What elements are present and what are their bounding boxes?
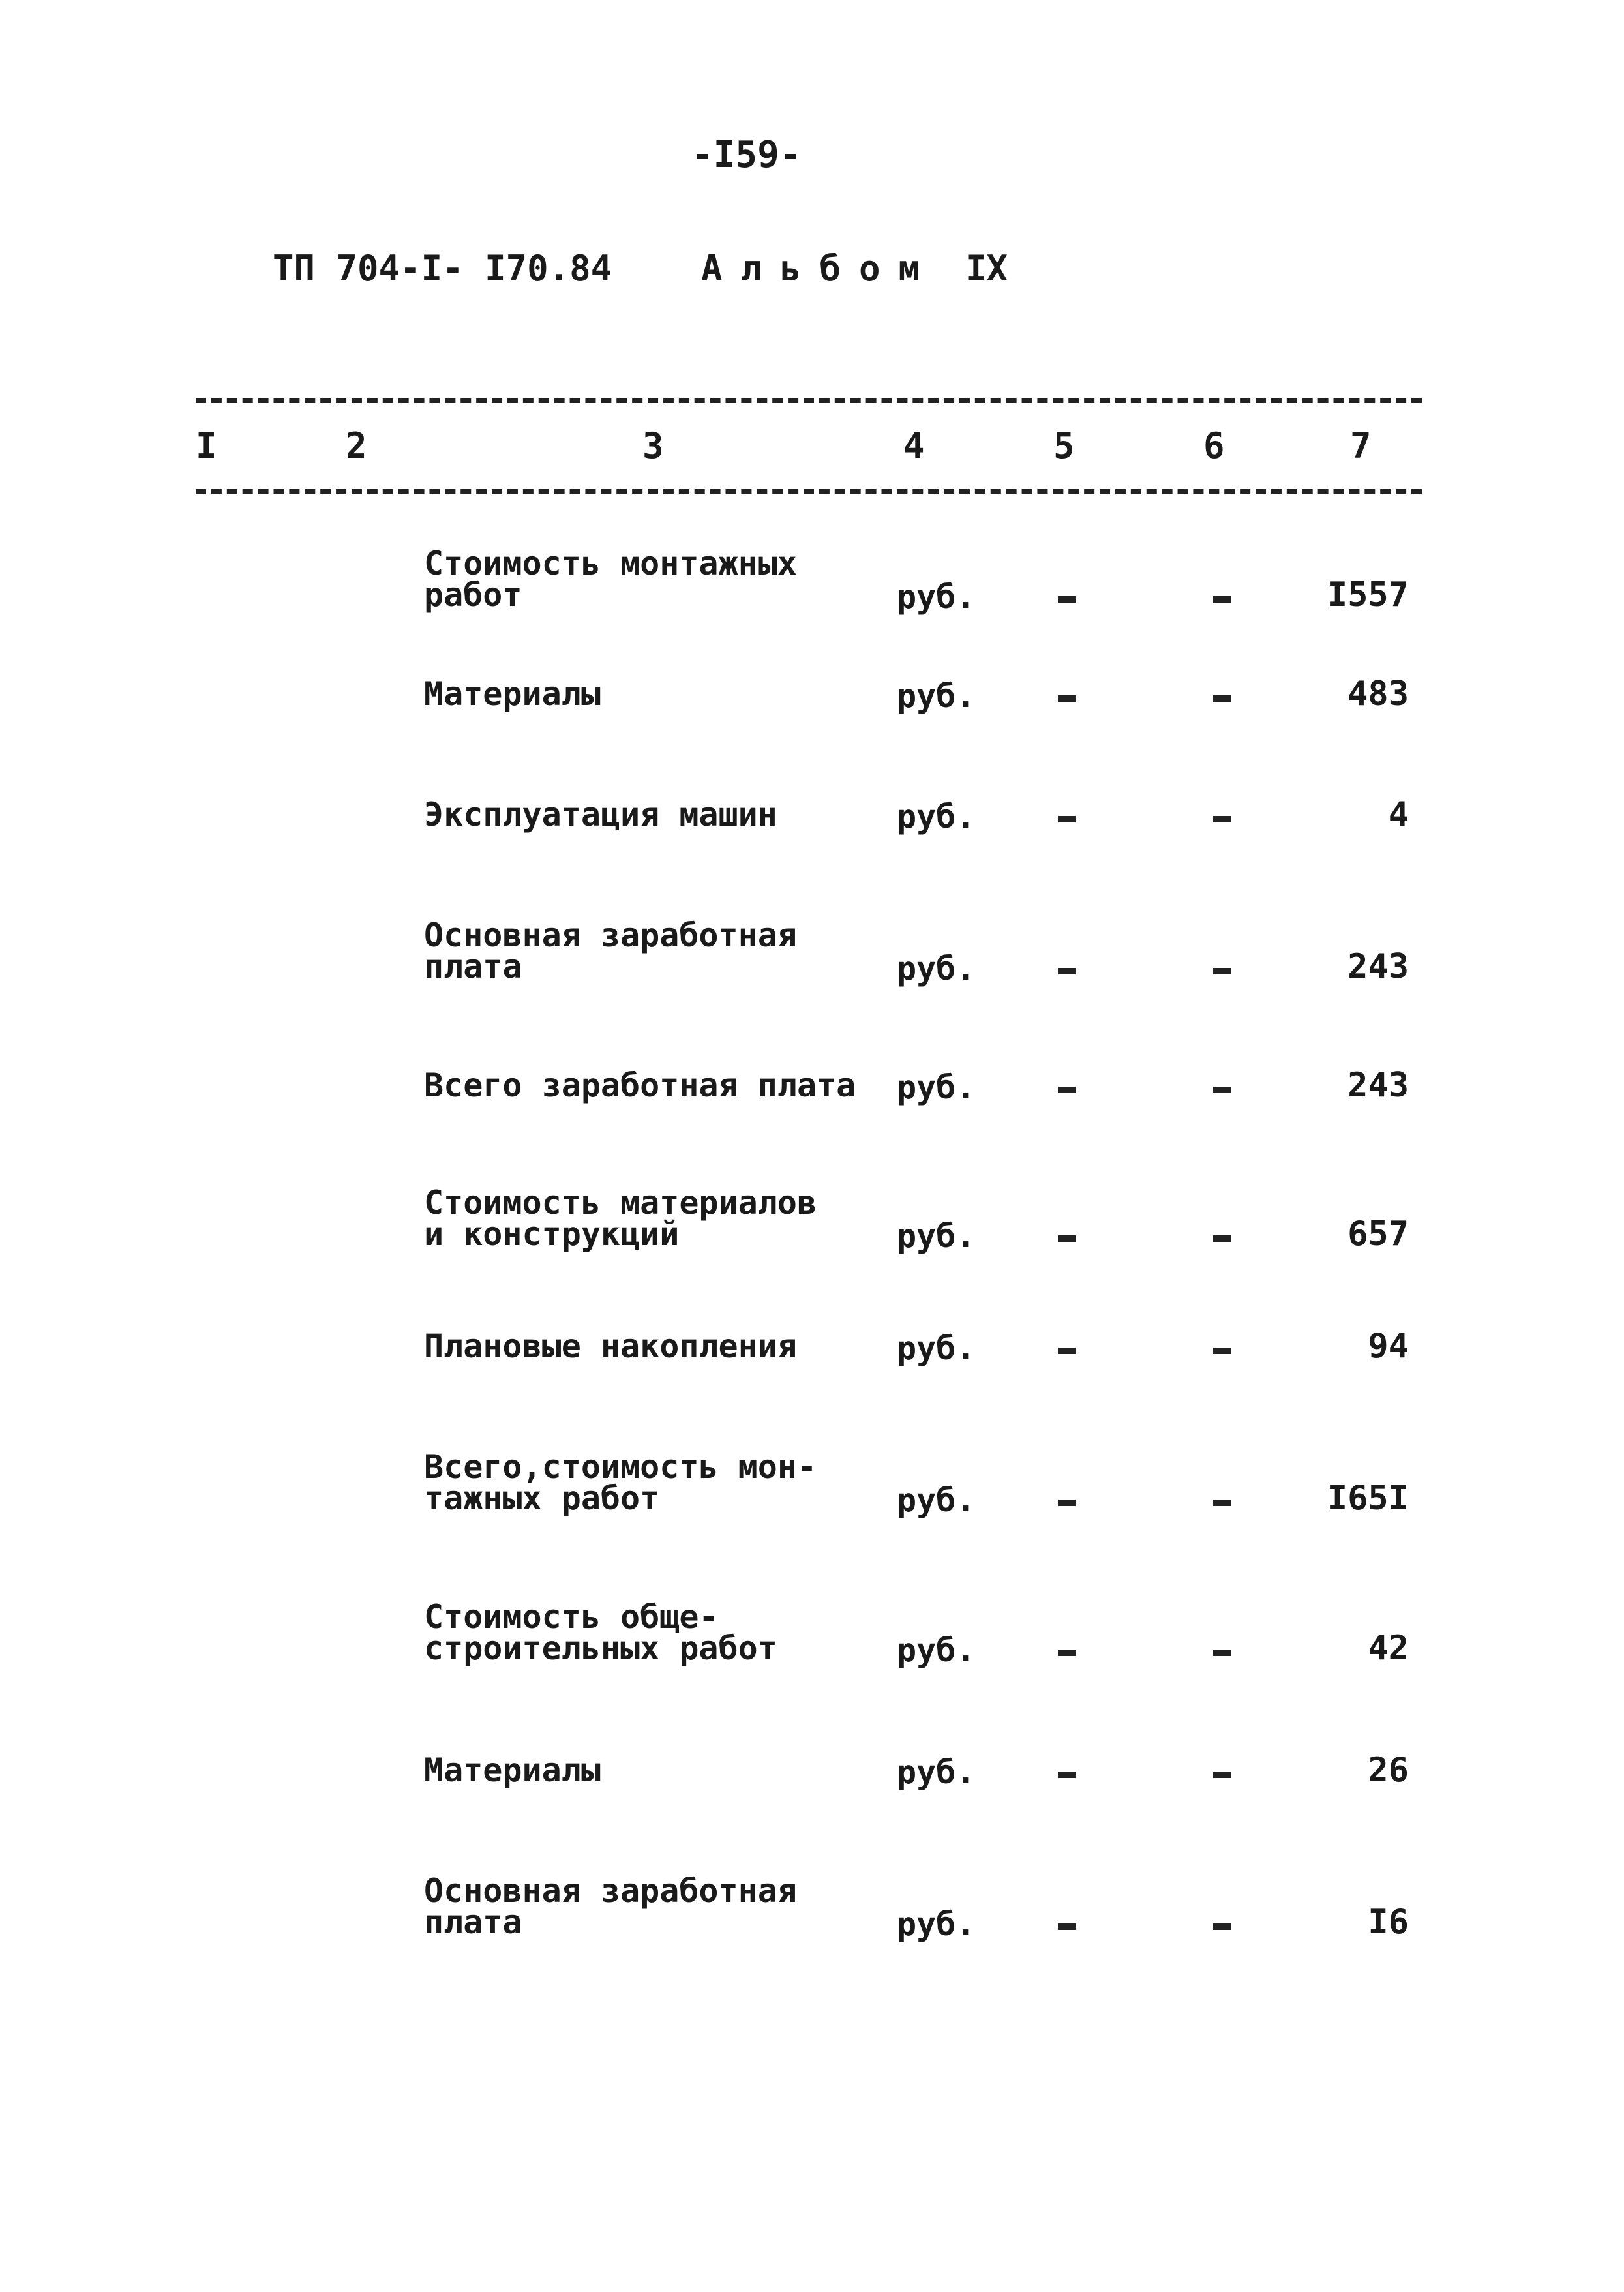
row-name: Всего заработная плата xyxy=(424,1066,856,1104)
row-value: I65I xyxy=(1327,1479,1409,1518)
row-col6-dash xyxy=(1213,695,1231,702)
row-unit: руб. xyxy=(897,1753,976,1791)
row-col5-dash xyxy=(1058,695,1076,702)
page-number: -I59- xyxy=(691,134,802,176)
row-col6-dash xyxy=(1213,1650,1231,1656)
row-value: 42 xyxy=(1368,1629,1409,1668)
row-name: Эксплуатация машин xyxy=(424,796,777,834)
row-col5-dash xyxy=(1058,1650,1076,1656)
row-value: 657 xyxy=(1347,1214,1409,1254)
album-number: IX xyxy=(965,248,1008,289)
table-header-rule xyxy=(196,489,1422,494)
row-col5-dash xyxy=(1058,816,1076,822)
row-col5-dash xyxy=(1058,1923,1076,1930)
row-value: 4 xyxy=(1388,795,1409,834)
row-unit: руб. xyxy=(897,1905,976,1943)
row-col6-dash xyxy=(1213,968,1231,974)
row-unit: руб. xyxy=(897,950,976,988)
column-header-5: 5 xyxy=(1053,425,1075,466)
row-unit: руб. xyxy=(897,1481,976,1519)
row-col5-dash xyxy=(1058,1235,1076,1242)
row-unit: руб. xyxy=(897,1329,976,1367)
column-header-7: 7 xyxy=(1350,425,1372,466)
document-code: ТП 704-I- I70.84 xyxy=(273,248,612,289)
row-col6-dash xyxy=(1213,1348,1231,1354)
row-value: 243 xyxy=(1347,1066,1409,1105)
column-header-6: 6 xyxy=(1203,425,1225,466)
row-col6-dash xyxy=(1213,1923,1231,1930)
row-col6-dash xyxy=(1213,1772,1231,1778)
album-label: Альбом xyxy=(701,248,939,289)
column-header-2: 2 xyxy=(346,425,367,466)
row-unit: руб. xyxy=(897,798,976,836)
row-value: 243 xyxy=(1347,947,1409,986)
row-unit: руб. xyxy=(897,1631,976,1669)
row-col6-dash xyxy=(1213,816,1231,822)
row-name: Всего,стоимость мон- тажных работ xyxy=(424,1448,817,1517)
row-value: 94 xyxy=(1368,1327,1409,1366)
column-header-1: I xyxy=(196,425,217,466)
row-col5-dash xyxy=(1058,1772,1076,1778)
row-col6-dash xyxy=(1213,1235,1231,1242)
row-unit: руб. xyxy=(897,677,976,715)
row-unit: руб. xyxy=(897,578,976,616)
table-top-rule xyxy=(196,398,1422,403)
row-name: Стоимость обще- строительных работ xyxy=(424,1598,777,1667)
row-name: Основная заработная плата xyxy=(424,916,797,986)
row-value: I557 xyxy=(1327,575,1409,614)
row-unit: руб. xyxy=(897,1217,976,1255)
row-value: I6 xyxy=(1368,1903,1409,1942)
row-name: Стоимость монтажных работ xyxy=(424,545,797,614)
row-col5-dash xyxy=(1058,596,1076,603)
column-header-3: 3 xyxy=(642,425,664,466)
row-col5-dash xyxy=(1058,1500,1076,1506)
row-col6-dash xyxy=(1213,1500,1231,1506)
row-name: Материалы xyxy=(424,1751,601,1789)
row-name: Основная заработная плата xyxy=(424,1872,797,1941)
row-name: Плановые накопления xyxy=(424,1327,797,1365)
column-header-4: 4 xyxy=(903,425,925,466)
row-col5-dash xyxy=(1058,968,1076,974)
row-value: 483 xyxy=(1347,674,1409,714)
row-name: Стоимость материалов и конструкций xyxy=(424,1184,817,1253)
row-col5-dash xyxy=(1058,1348,1076,1354)
row-name: Материалы xyxy=(424,675,601,713)
row-col6-dash xyxy=(1213,1087,1231,1093)
row-col5-dash xyxy=(1058,1087,1076,1093)
row-unit: руб. xyxy=(897,1068,976,1106)
row-value: 26 xyxy=(1368,1751,1409,1790)
row-col6-dash xyxy=(1213,596,1231,603)
